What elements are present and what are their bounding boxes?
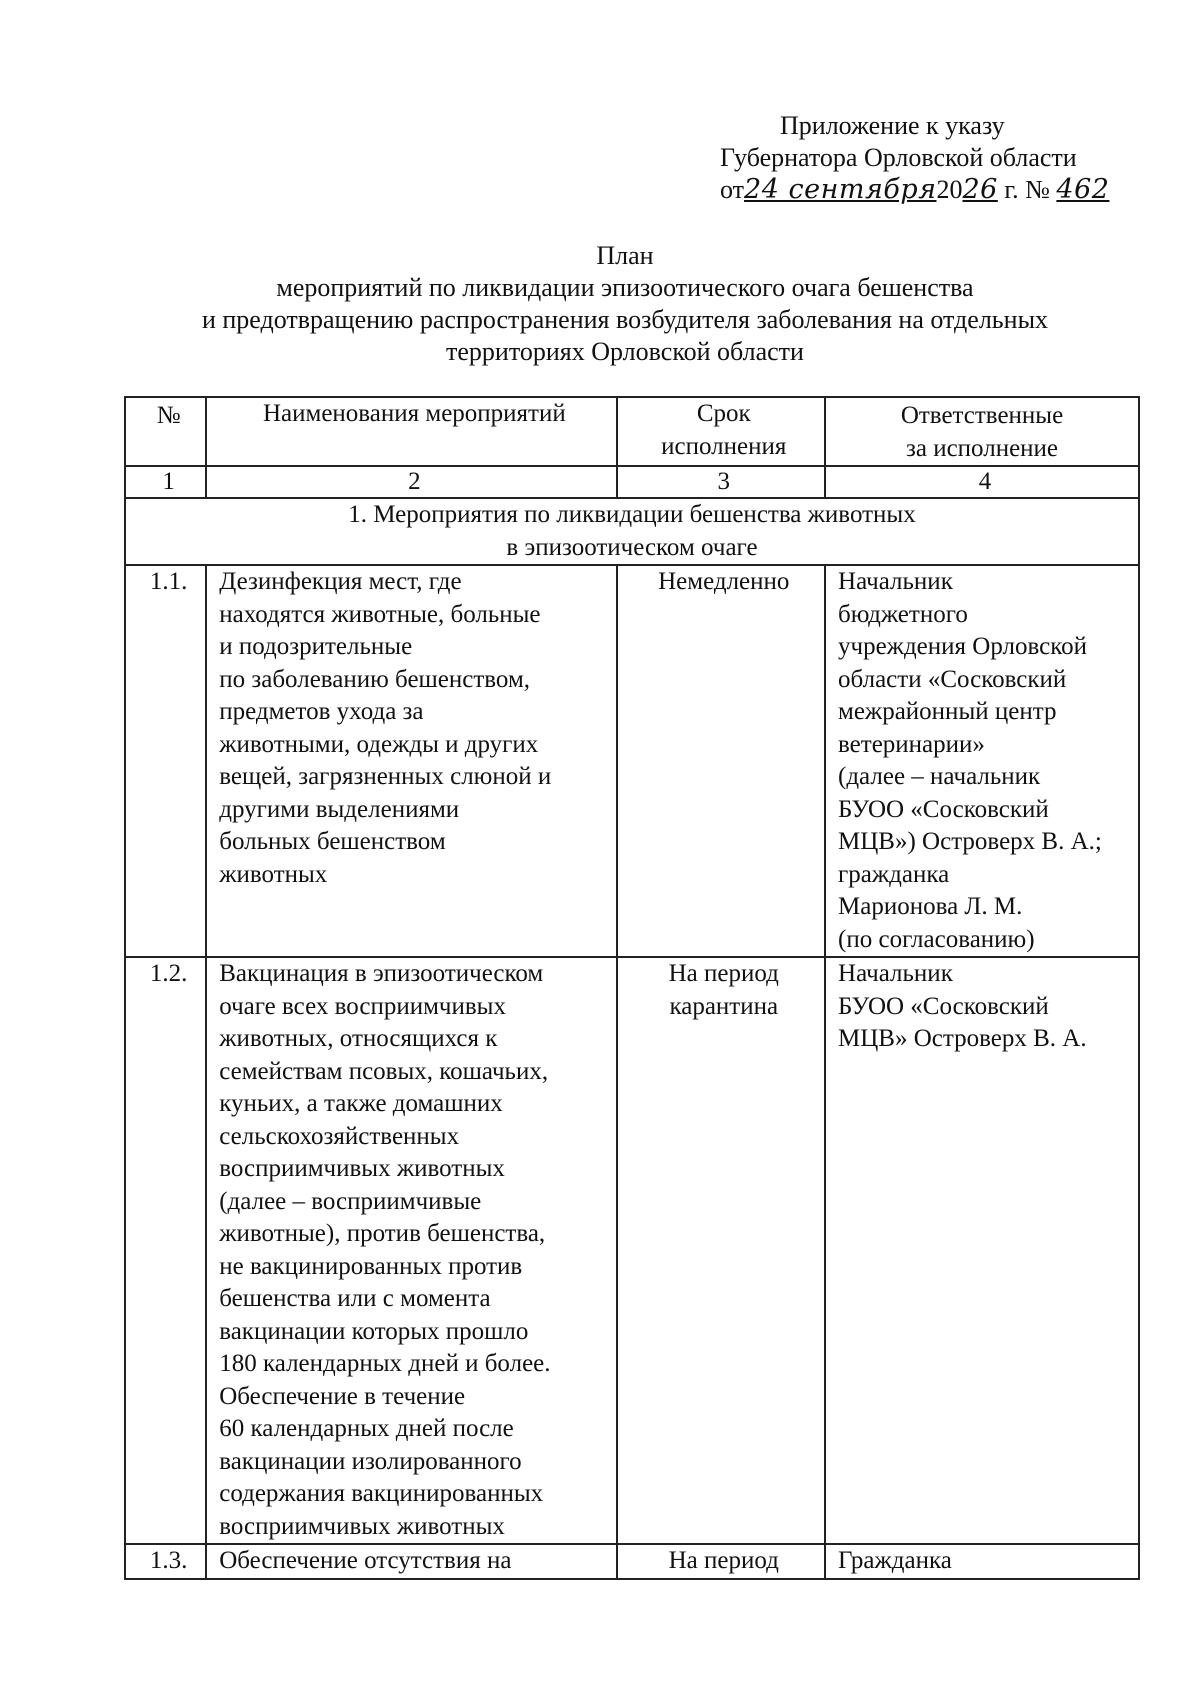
appendix-line2: Губернатора Орловской области [720,143,1077,172]
handwritten-year: 26 [962,174,998,205]
cell-line: по заболеванию бешенством, [219,665,531,693]
cell-line: Начальник [838,568,953,595]
header-responsible-line2: за исполнение [905,434,1059,462]
cell-line: (по согласованию) [838,925,1035,953]
appendix-ot: от [720,175,745,204]
row-deadline [617,565,826,957]
document-title [110,240,1140,368]
table-header-row [125,397,1139,466]
row-measure [206,957,616,1544]
cell-line: На период [668,1547,779,1574]
cell-line: животными, одежды и других [219,730,539,758]
plan-table [124,396,1140,1580]
cell-line: находятся животные, больные [219,600,541,628]
cell-line: (далее – восприимчивые [219,1187,482,1215]
cell-line: вакцинации изолированного [219,1447,522,1475]
section-heading-row [125,498,1139,565]
cell-line: восприимчивых животных [219,1512,505,1540]
row-number: 1.1. [125,565,206,957]
table-row [125,957,1139,1544]
cell-line: ветеринарии» [838,730,985,758]
cell-line: Гражданка [838,1547,952,1574]
cell-line: Обеспечение в течение [219,1382,466,1410]
header-deadline-line1: Срок [696,400,751,427]
cell-line: животные), против бешенства, [219,1220,546,1247]
row-deadline [617,957,826,1544]
cell-line: Обеспечение отсутствия на [219,1547,512,1574]
section-heading-line2: в эпизоотическом очаге [506,533,758,561]
row-deadline [617,1544,826,1579]
title-line4: территориях Орловской области [446,337,804,366]
cell-line: Дезинфекция мест, где [219,568,462,595]
column-number-3: 3 [617,466,826,498]
cell-line: карантина [669,992,779,1020]
row-responsible [825,565,1139,957]
cell-line: Немедленно [658,568,790,595]
row-responsible [825,1544,1139,1579]
table-row [125,565,1139,957]
header-deadline-line2: исполнения [661,432,787,460]
title-line2: мероприятий по ликвидации эпизоотического очага бешенства [276,273,974,302]
column-numbers-row [125,466,1139,498]
cell-line: вакцинации которых прошло [219,1317,529,1345]
row-measure [206,565,616,957]
cell-line: 60 календарных дней после [219,1415,514,1442]
appendix-block [720,110,1109,206]
cell-line: бюджетного [838,600,968,628]
row-number: 1.3. [125,1544,206,1579]
cell-line: животных, относящихся к [219,1025,498,1052]
cell-line: семействам псовых, кошачьих, [219,1057,549,1085]
cell-line: МЦВ» Островерх В. А. [838,1025,1087,1052]
cell-line: На период [668,960,779,987]
column-number-4: 4 [825,466,1139,498]
section-heading [125,498,1139,565]
title-line1: План [596,241,654,270]
cell-line: межрайонный центр [838,698,1057,725]
appendix-date-line [720,174,1109,206]
cell-line: другими выделениями [219,795,460,823]
cell-line: бешенства или с момента [219,1285,491,1312]
table-row [125,1544,1139,1579]
cell-line: восприимчивых животных [219,1155,505,1182]
cell-line: области «Сосковский [838,665,1067,693]
cell-line: очаге всех восприимчивых [219,992,506,1020]
cell-line: Начальник [838,960,953,987]
handwritten-date: 24 сентября [744,174,937,205]
row-number: 1.2. [125,957,206,1544]
header-measures: Наименования мероприятий [206,397,616,466]
header-responsible-line1: Ответственные [900,402,1064,429]
cell-line: больных бешенством [219,828,446,855]
cell-line: содержания вакцинированных [219,1480,544,1507]
handwritten-number: 462 [1056,174,1110,205]
cell-line: Вакцинация в эпизоотическом [219,960,544,987]
cell-line: учреждения Орловской [838,633,1087,660]
header-responsible [825,397,1139,466]
cell-line: гражданка [838,860,950,888]
appendix-line1: Приложение к указу [780,111,1005,140]
cell-line: МЦВ») Островерх В. А.; [838,828,1102,855]
cell-line: и подозрительные [219,633,413,660]
row-responsible [825,957,1139,1544]
cell-line: сельскохозяйственных [219,1122,460,1150]
cell-line: БУОО «Сосковский [838,795,1049,823]
cell-line: куньих, а также домашних [219,1090,503,1117]
section-heading-line1: 1. Мероприятия по ликвидации бешенства животных [348,501,916,528]
column-number-2: 2 [206,466,616,498]
cell-line: Марионова Л. М. [838,893,1023,920]
row-measure [206,1544,616,1579]
header-deadline [617,397,826,466]
cell-line: вещей, загрязненных слюной и [219,763,552,790]
cell-line: (далее – начальник [838,763,1041,790]
appendix-year-prefix: 20 [936,175,963,204]
cell-line: животных [219,860,328,888]
cell-line: не вакцинированных против [219,1252,523,1280]
header-number: № [125,397,206,466]
cell-line: 180 календарных дней и более. [219,1350,551,1377]
appendix-number-label: г. № [1004,175,1050,204]
title-line3: и предотвращению распространения возбудителя заболевания на отдельных [201,305,1049,334]
cell-line: предметов ухода за [219,698,424,725]
column-number-1: 1 [125,466,206,498]
cell-line: БУОО «Сосковский [838,992,1049,1020]
